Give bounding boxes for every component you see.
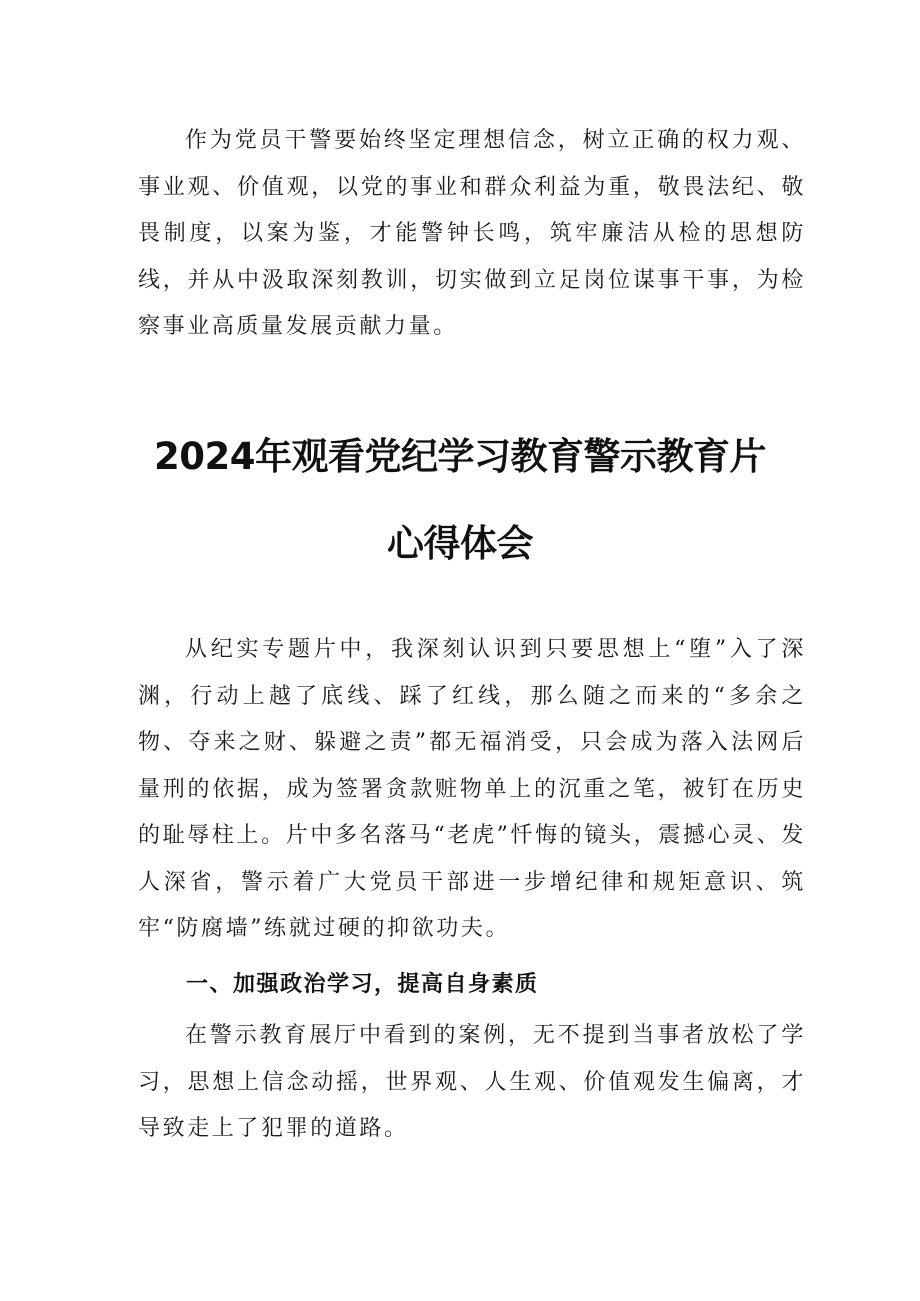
intro-paragraph: 作为党员干警要始终坚定理想信念，树立正确的权力观、事业观、价值观，以党的事业和群众利益为重，敬畏法纪、敬畏制度，以案为鉴，才能警钟长鸣，筑牢廉洁从检的思想防线，并从中汲取深刻教训，切实做到立足岗位谋事干事，为检察事业高质量发展贡献力量。	[138, 128, 806, 339]
document-title-line1: 2024年观看党纪学习教育警示教育片	[154, 435, 766, 478]
section-heading: 一、加强政治学习，提高自身素质	[186, 972, 539, 997]
body-paragraph: 从纪实专题片中，我深刻认识到只要思想上“堕”入了深渊，行动上越了底线、踩了红线，那么随之而来的“多余之物、夺来之财、躲避之责”都无福消受，只会成为落入法网后量刑的依据，成为签署贪款赃物单上的沉重之笔，被钉在历史的耻辱柱上。片中多名落马“老虎”忏悔的镜头，震撼心灵、发人深省，警示着广大党员干部进一步增纪律和规矩意识、筑牢“防腐墙”练就过硬的抑欲功夫。	[138, 637, 806, 941]
document-title-line2: 心得体会	[387, 522, 533, 565]
section-paragraph: 在警示教育展厅中看到的案例，无不提到当事者放松了学习，思想上信念动摇，世界观、人生观、价值观发生偏离，才导致走上了犯罪的道路。	[138, 1023, 806, 1141]
